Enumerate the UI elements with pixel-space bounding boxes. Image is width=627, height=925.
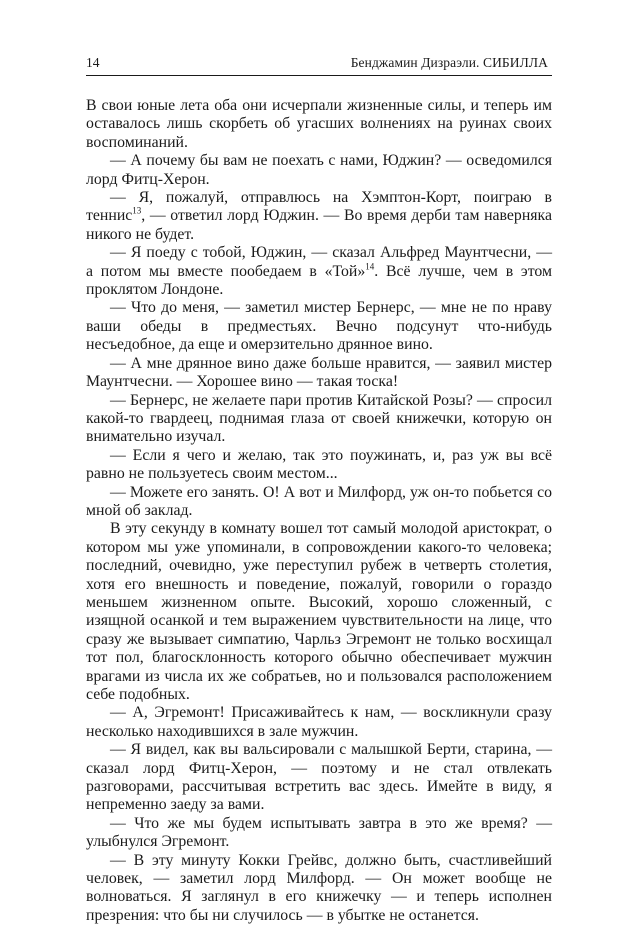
body-text xyxy=(86,97,552,925)
paragraph: — Если я чего и желаю, так это поужинать, и, раз уж вы всё равно не пользуетесь своим местом... xyxy=(86,446,552,483)
footnote-reference[interactable]: 14 xyxy=(365,261,375,272)
paragraph: — Что до меня, — заметил мистер Бернерс, — мне не по нраву ваши обеды в предместьях. Вечно подсунут что-нибудь несъедобное, да еще и омерзительно дрянное вино. xyxy=(86,299,552,354)
paragraph-text: , — ответил лорд Юджин. — Во время дерби там наверняка никого не будет. xyxy=(86,207,552,243)
paragraph: — А почему бы вам не поехать с нами, Юджин? — осведомился лорд Фитц-Херон. xyxy=(86,152,552,188)
paragraph: — Бернерс, не желаете пари против Китайской Розы? — спросил какой-то гвардеец, поднимая глаза от своей книжечки, которую он внимательно изучал. xyxy=(86,391,552,446)
paragraph: В свои юные лета оба они исчерпали жизненные силы, и теперь им оставалось лишь скорбеть об угасших волнениях на руинах своих воспоминаний. xyxy=(86,97,552,151)
page-number: 14 xyxy=(86,55,100,70)
paragraph-text: . Всё лучше, чем в этом проклятом Лондоне. xyxy=(86,262,552,299)
paragraph-text: — Я, пожалуй, отправлюсь на Хэмптон-Корт, поиграю в теннис xyxy=(86,189,552,225)
paragraph xyxy=(86,189,552,244)
paragraph: — Можете его занять. О! А вот и Милфорд, уж он-то побьется со мной об заклад. xyxy=(86,483,552,519)
paragraph: — А, Эгремонт! Присаживайтесь к нам, — воскликнули сразу несколько находившихся в зале мужчин. xyxy=(86,704,552,740)
paragraph: — Что же мы будем испытывать завтра в это же время? — улыбнулся Эгремонт. xyxy=(86,814,552,851)
footnote-reference[interactable]: 13 xyxy=(132,206,142,217)
paragraph: — А мне дрянное вино даже больше нравится, — заявил мистер Маунтчесни. — Хорошее вино — такая тоска! xyxy=(86,354,552,391)
running-header xyxy=(86,54,552,76)
paragraph: — Я видел, как вы вальсировали с малышкой Берти, старина, — сказал лорд Фитц-Херон, — поэтому и не стал отвлекать разговорами, рассчитывая встретить вас здесь. Имейте в виду, я непременно заеду за вами. xyxy=(86,741,552,814)
paragraph: В эту секунду в комнату вошел тот самый молодой аристократ, о котором мы уже упоминали, в сопровождении какого-то человека; последний, очевидно, уже переступил рубеж в четверть столетия, хотя его внешность и поведение, пожалуй, говорили о гораздо меньшем жизненном опыте. Высокий, хорошо сложенный, с изящной осанкой и тем выражением чувствительности на лице, что сразу же вызывает симпатию, Чарльз Эгремонт не только восхищал тот пол, благосклонность которого обычно обеспечивает мужчин врагами из числа их же собратьев, но и пользовался расположением себе подобных. xyxy=(86,520,552,703)
running-title: Бенджамин Дизраэли. СИБИЛЛА xyxy=(350,55,548,70)
paragraph-text: — Я поеду с тобой, Юджин, — сказал Альфред Маунтчесни, — а потом мы вместе пообедаем в «Той» xyxy=(86,244,552,280)
book-page xyxy=(86,54,552,925)
paragraph xyxy=(86,244,552,299)
paragraph: — В эту минуту Кокки Грейвс, должно быть, счастливейший человек, — заметил лорд Милфорд. — Он может вообще не волноваться. Я заглянул в его книжечку — и теперь исполнен презрения: что бы ни случилось — в убытке не останется. xyxy=(86,851,552,924)
